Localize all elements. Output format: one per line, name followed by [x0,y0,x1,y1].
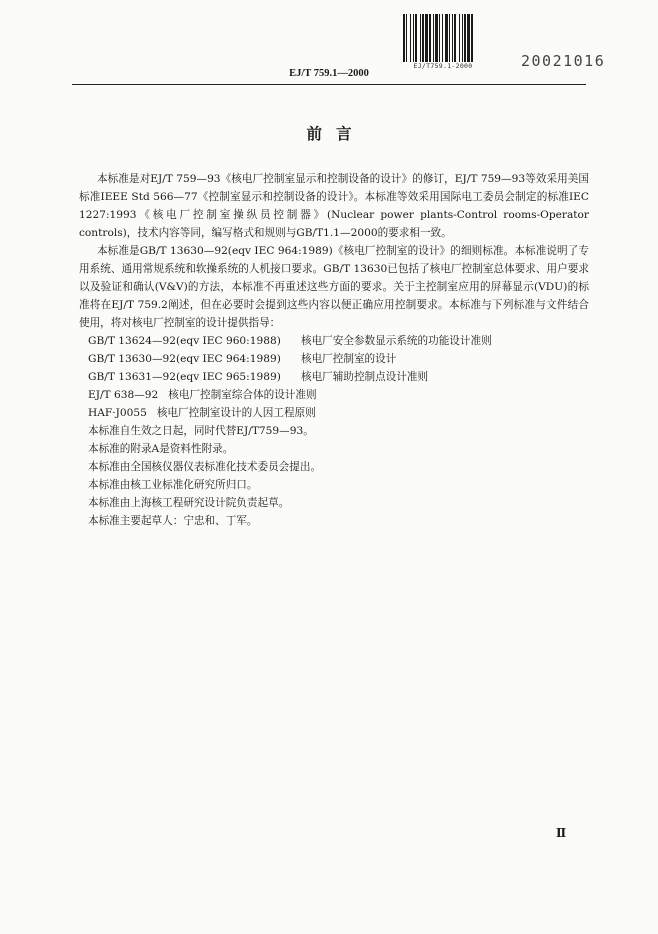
reference-title: 核电厂控制室综合体的设计准则 [168,389,317,401]
closing-line: 本标准主要起草人：宁忠和、丁军。 [88,515,258,527]
barcode-bar [445,14,448,62]
barcode-text: EJ/T759.1-2000 [413,62,473,70]
barcode-bar [420,14,421,62]
barcode-bar [439,14,440,62]
reference-code: EJ/T 638—92 [88,389,159,401]
barcode-bar [435,14,438,62]
reference-code: GB/T 13631—92(eqv IEC 965:1989) [88,371,281,383]
barcode-bar [452,14,453,62]
barcode-bar [462,14,463,62]
barcode-bar [464,14,466,62]
standard-code: EJ/T 759.1—2000 [289,68,369,79]
barcode-bar [413,14,414,62]
reference-item [88,386,589,404]
barcode-bar [454,14,456,62]
barcode-bar [410,14,411,62]
reference-item [88,332,589,350]
paragraph: 本标准是对EJ/T 759—93《核电厂控制室显示和控制设备的设计》的修订，EJ/T 759—93等效采用美国标准IEEE Std 566—77《控制室显示和控制设备的设计》。本标准等效采用国际电工委员会制定的标准IEC 1227:1993《核电厂控制室操纵员控制器》(Nuclear power plants-Control rooms-Operator controls)，技术内容等同，编写格式和规则与GB/T1.1—2000的要求相一致。 [79,173,589,239]
page-number: Ⅱ [556,826,567,840]
barcode-bar [406,14,407,62]
barcode-bar [429,14,431,62]
barcode-bar [403,14,405,62]
reference-code: GB/T 13630—92(eqv IEC 964:1989) [88,353,281,365]
reference-title: 核电厂安全参数显示系统的功能设计准则 [301,335,492,347]
barcode-bar [442,14,443,62]
header-rule [72,84,586,85]
reference-code: GB/T 13624—92(eqv IEC 960:1988) [88,335,281,347]
closing-line: 本标准由上海核工程研究设计院负责起草。 [88,497,290,509]
closing-line: 本标准由全国核仪器仪表标准化技术委员会提出。 [88,461,322,473]
barcode-bar [433,14,434,62]
barcode-bar [467,14,470,62]
reference-title: 核电厂控制室的设计 [301,353,397,365]
barcode-bar [471,14,473,62]
body-text [79,170,589,530]
reference-title: 核电厂辅助控制点设计准则 [301,371,429,383]
closing-line: 本标准的附录A是资料性附录。 [88,443,234,455]
closing-line: 本标准自生效之日起，同时代替EJ/T759—93。 [88,425,314,437]
reference-item [88,350,589,368]
barcode-bar [459,14,460,62]
barcode-graphic [402,14,484,62]
barcode-bar [425,14,428,62]
barcode-bar [449,14,450,62]
paragraph: 本标准是GB/T 13630—92(eqv IEC 964:1989)《核电厂控制室的设计》的细则标准。本标准说明了专用系统、通用常规系统和软操系统的人机接口要求。GB/T 13630已包括了核电厂控制室总体要求、用户要求以及验证和确认(V&V)的方法，本标准不再重述这些方面的要求。关于主控制室应用的屏幕显示(VDU)的标准将在EJ/T 759.2阐述，但在必要时会提到这些内容以便正确应用控制要求。本标准与下列标准与文件结合使用，将对核电厂控制室的设计提供指导： [79,245,589,329]
barcode [402,14,484,62]
reference-item [88,404,589,422]
barcode-bar [422,14,424,62]
reference-list [79,332,589,422]
closing-line: 本标准由核工业标准化研究所归口。 [88,479,258,491]
stamp-number: 20021016 [521,52,606,70]
page-title: 前言 [306,125,366,143]
barcode-bar [415,14,417,62]
reference-code: HAF·J0055 [88,407,147,419]
reference-item [88,368,589,386]
reference-title: 核电厂控制室设计的人因工程原则 [156,407,316,419]
